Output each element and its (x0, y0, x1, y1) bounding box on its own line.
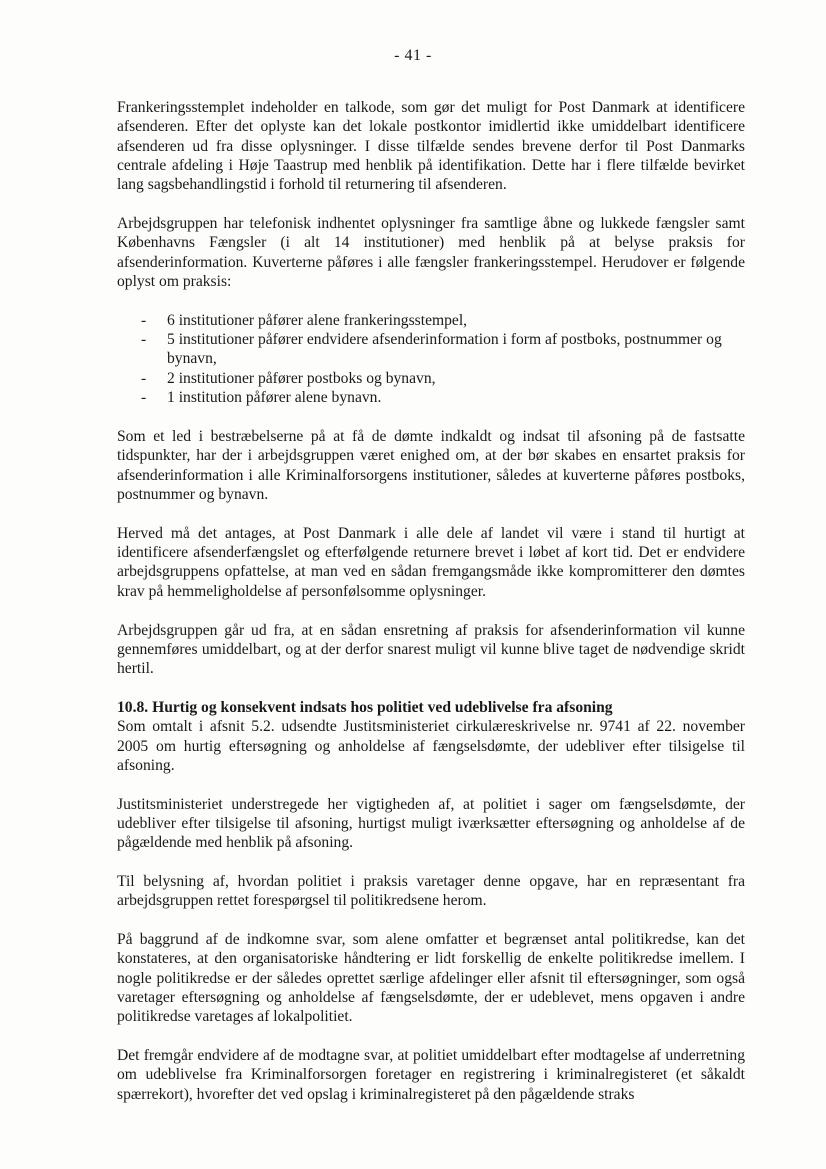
section-10-8 (117, 698, 745, 775)
section-heading: 10.8. Hurtig og konsekvent indsats hos politiet ved udeblivelse fra afsoning (117, 698, 613, 716)
paragraph-registration: Det fremgår endvidere af de modtagne svar, at politiet umiddelbart efter modtagelse af underretning om udeblivelse fra Kriminalforsorgen foretager en registrering i kriminalregisteret (et såkaldt spærrekort), hvorefter det ved opslag i kriminalregisteret på den pågældende straks (117, 1047, 745, 1103)
list-item-text: 5 institutioner påfører endvidere afsenderinformation i form af postboks, postnummer og bynavn, (167, 330, 722, 368)
paragraph-implementation: Arbejdsgruppen går ud fra, at en sådan ensretning af praksis for afsenderinformation vil kunne gennemføres umiddelbart, og at der derfor snarest muligt vil kunne blive taget de nødvendige skridt hertil. (117, 621, 745, 678)
list-item (117, 330, 745, 369)
paragraph-franking-stamp: Frankeringsstemplet indeholder en talkode, som gør det muligt for Post Danmark at identificere afsenderen. Efter det oplyste kan det lokale postkontor imidlertid ikke umiddelbart identificere afsenderen ud fra disse oplysninger. I disse tilfælde sendes brevene derfor til Post Danmarks centrale afdeling i Høje Taastrup med henblik på identifikation. Dette har i flere tilfælde bevirket lang sagsbehandlingstid i forhold til returnering til afsenderen. (117, 99, 745, 194)
list-dash: - (141, 369, 147, 387)
paragraph-ministry-emphasis: Justitsministeriet understregede her vigtigheden af, at politiet i sager om fængselsdømte, der udebliver efter tilsigelse til afsoning, hurtigst muligt iværksætter eftersøgning og anholdelse af de pågældende med henblik på afsoning. (117, 795, 745, 852)
list-item-text: 1 institution påfører alene bynavn. (167, 388, 382, 406)
list-dash: - (141, 388, 147, 406)
paragraph-organisation: På baggrund af de indkomne svar, som alene omfatter et begrænset antal politikredse, kan det konstateres, at den organisatoriske håndtering er lidt forskellig de enkelte politikredse imellem. I nogle politikredse er der således oprettet særlige afdelinger eller afsnit til eftersøgninger, som også varetager eftersøgning og anholdelse af fængselsdømte, der er udeblevet, mens opgaven i andre politikredse varetages af lokalpolitiet. (117, 931, 745, 1026)
paragraph-inquiry: Til belysning af, hvordan politiet i praksis varetager denne opgave, har en repræsentant fra arbejdsgruppen rettet forespørgsel til politikredsene herom. (117, 873, 745, 910)
paragraph-post-danmark: Herved må det antages, at Post Danmark i alle dele af landet vil være i stand til hurtigt at identificere afsenderfængslet og efterfølgende returnere brevet i løbet af kort tid. Det er endvidere arbejdsgruppens opfattelse, at man ved en sådan fremgangsmåde ikke kompromitterer den dømtes krav på hemmeligholdelse af personfølsomme oplysninger. (117, 524, 745, 600)
list-dash: - (141, 311, 147, 329)
page-body (117, 98, 745, 1123)
list-item-text: 6 institutioner påfører alene frankeringsstempel, (167, 311, 468, 329)
paragraph-circular-letter: Som omtalt i afsnit 5.2. udsendte Justitsministeriet cirkulæreskrivelse nr. 9741 af 22. november 2005 om hurtig eftersøgning og anholdelse af fængselsdømte, der udebliver efter tilsigelse til afsoning. (117, 718, 745, 774)
list-dash: - (141, 330, 147, 348)
practice-list (117, 311, 745, 407)
list-item-text: 2 institutioner påfører postboks og bynavn, (167, 369, 436, 387)
paragraph-uniform-practice: Som et led i bestræbelserne på at få de dømte indkaldt og indsat til afsoning på de fastsatte tidspunkter, har der i arbejdsgruppen været enighed om, at der bør skabes en ensartet praksis for afsenderinformation i alle Kriminalforsorgens institutioner, således at kuverterne påføres postboks, postnummer og bynavn. (117, 428, 745, 504)
list-item (117, 311, 745, 330)
paragraph-working-group-survey: Arbejdsgruppen har telefonisk indhentet oplysninger fra samtlige åbne og lukkede fængsler samt Københavns Fængsler (i alt 14 institutioner) med henblik på at belyse praksis for afsenderinformation. Kuverterne påføres i alle fængsler frankeringsstempel. Herudover er følgende oplyst om praksis: (117, 214, 745, 290)
list-item (117, 388, 745, 407)
page-number: - 41 - (394, 47, 432, 64)
list-item (117, 369, 745, 388)
